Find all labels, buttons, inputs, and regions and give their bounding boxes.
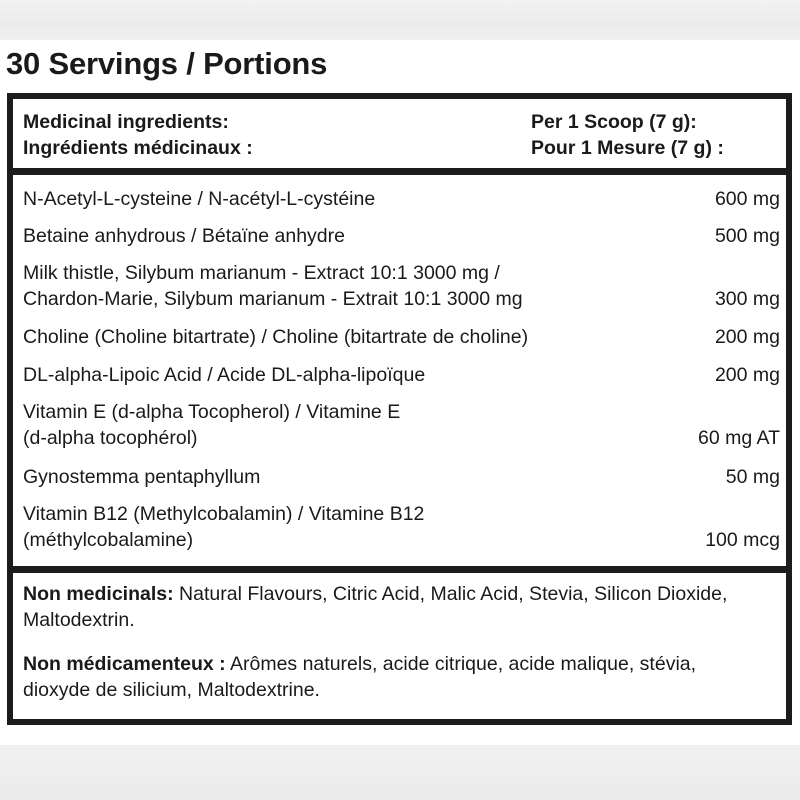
ingredient-name: DL-alpha-Lipoic Acid / Acide DL-alpha-lipoïque [23, 364, 426, 386]
section-divider [13, 566, 786, 573]
ingredients-panel [7, 93, 792, 725]
ingredient-name: Milk thistle, Silybum marianum - Extract 10:1 3000 mg / Chardon-Marie, Silybum marianum - Extrait 10:1 3000 mg [23, 262, 523, 310]
ingredient-amount: 100 mcg [705, 529, 780, 551]
ingredient-name: N-Acetyl-L-cysteine / N-acétyl-L-cystéine [23, 188, 376, 210]
servings-title: 30 Servings / Portions [6, 46, 328, 81]
serving-size-fr: Pour 1 Mesure (7 g) : [531, 137, 724, 159]
bottom-background-band [0, 745, 800, 800]
non-medicinals-en-text: Natural Flavours, Citric Acid, Malic Acid, Stevia, Silicon Dioxide, Maltodextrin. [23, 583, 728, 631]
medicinal-ingredients-heading [23, 109, 253, 161]
non-medicinals-en [23, 581, 763, 633]
ingredient-row [23, 501, 780, 553]
ingredient-amount: 200 mg [714, 326, 780, 348]
serving-size-en: Per 1 Scoop (7 g): [531, 111, 697, 133]
top-background-band [0, 0, 800, 40]
ingredient-row [23, 223, 780, 249]
ingredient-row [23, 464, 780, 490]
heading-fr: Ingrédients médicinaux : [23, 137, 253, 159]
header-divider [13, 168, 786, 175]
ingredient-amount: 50 mg [725, 466, 780, 488]
ingredient-amount: 600 mg [714, 188, 780, 210]
heading-en: Medicinal ingredients: [23, 111, 229, 133]
ingredient-row [23, 260, 780, 312]
ingredient-name: Betaine anhydrous / Bétaïne anhydre [23, 225, 345, 247]
ingredient-row [23, 186, 780, 212]
ingredient-amount: 500 mg [714, 225, 780, 247]
ingredient-amount: 60 mg AT [697, 427, 780, 449]
ingredient-name: Choline (Choline bitartrate) / Choline (bitartrate de choline) [23, 326, 529, 348]
non-medicinals-en-label: Non medicinals: [23, 583, 174, 605]
non-medicinals-fr [23, 651, 763, 703]
ingredient-amount: 200 mg [714, 364, 780, 386]
ingredient-name: Vitamin B12 (Methylcobalamin) / Vitamine B12 (méthylcobalamine) [23, 503, 425, 551]
non-medicinals-fr-label: Non médicamenteux : [23, 653, 226, 675]
ingredient-amount: 300 mg [714, 288, 780, 310]
ingredient-name: Vitamin E (d-alpha Tocopherol) / Vitamine E (d-alpha tocophérol) [23, 401, 401, 449]
non-medicinals-fr-text: Arômes naturels, acide citrique, acide malique, stévia, dioxyde de silicium, Maltodextrine. [23, 653, 697, 701]
serving-size-heading [531, 109, 724, 161]
ingredient-name: Gynostemma pentaphyllum [23, 466, 261, 488]
ingredient-row [23, 399, 780, 451]
ingredient-row [23, 362, 780, 388]
ingredient-row [23, 324, 780, 350]
